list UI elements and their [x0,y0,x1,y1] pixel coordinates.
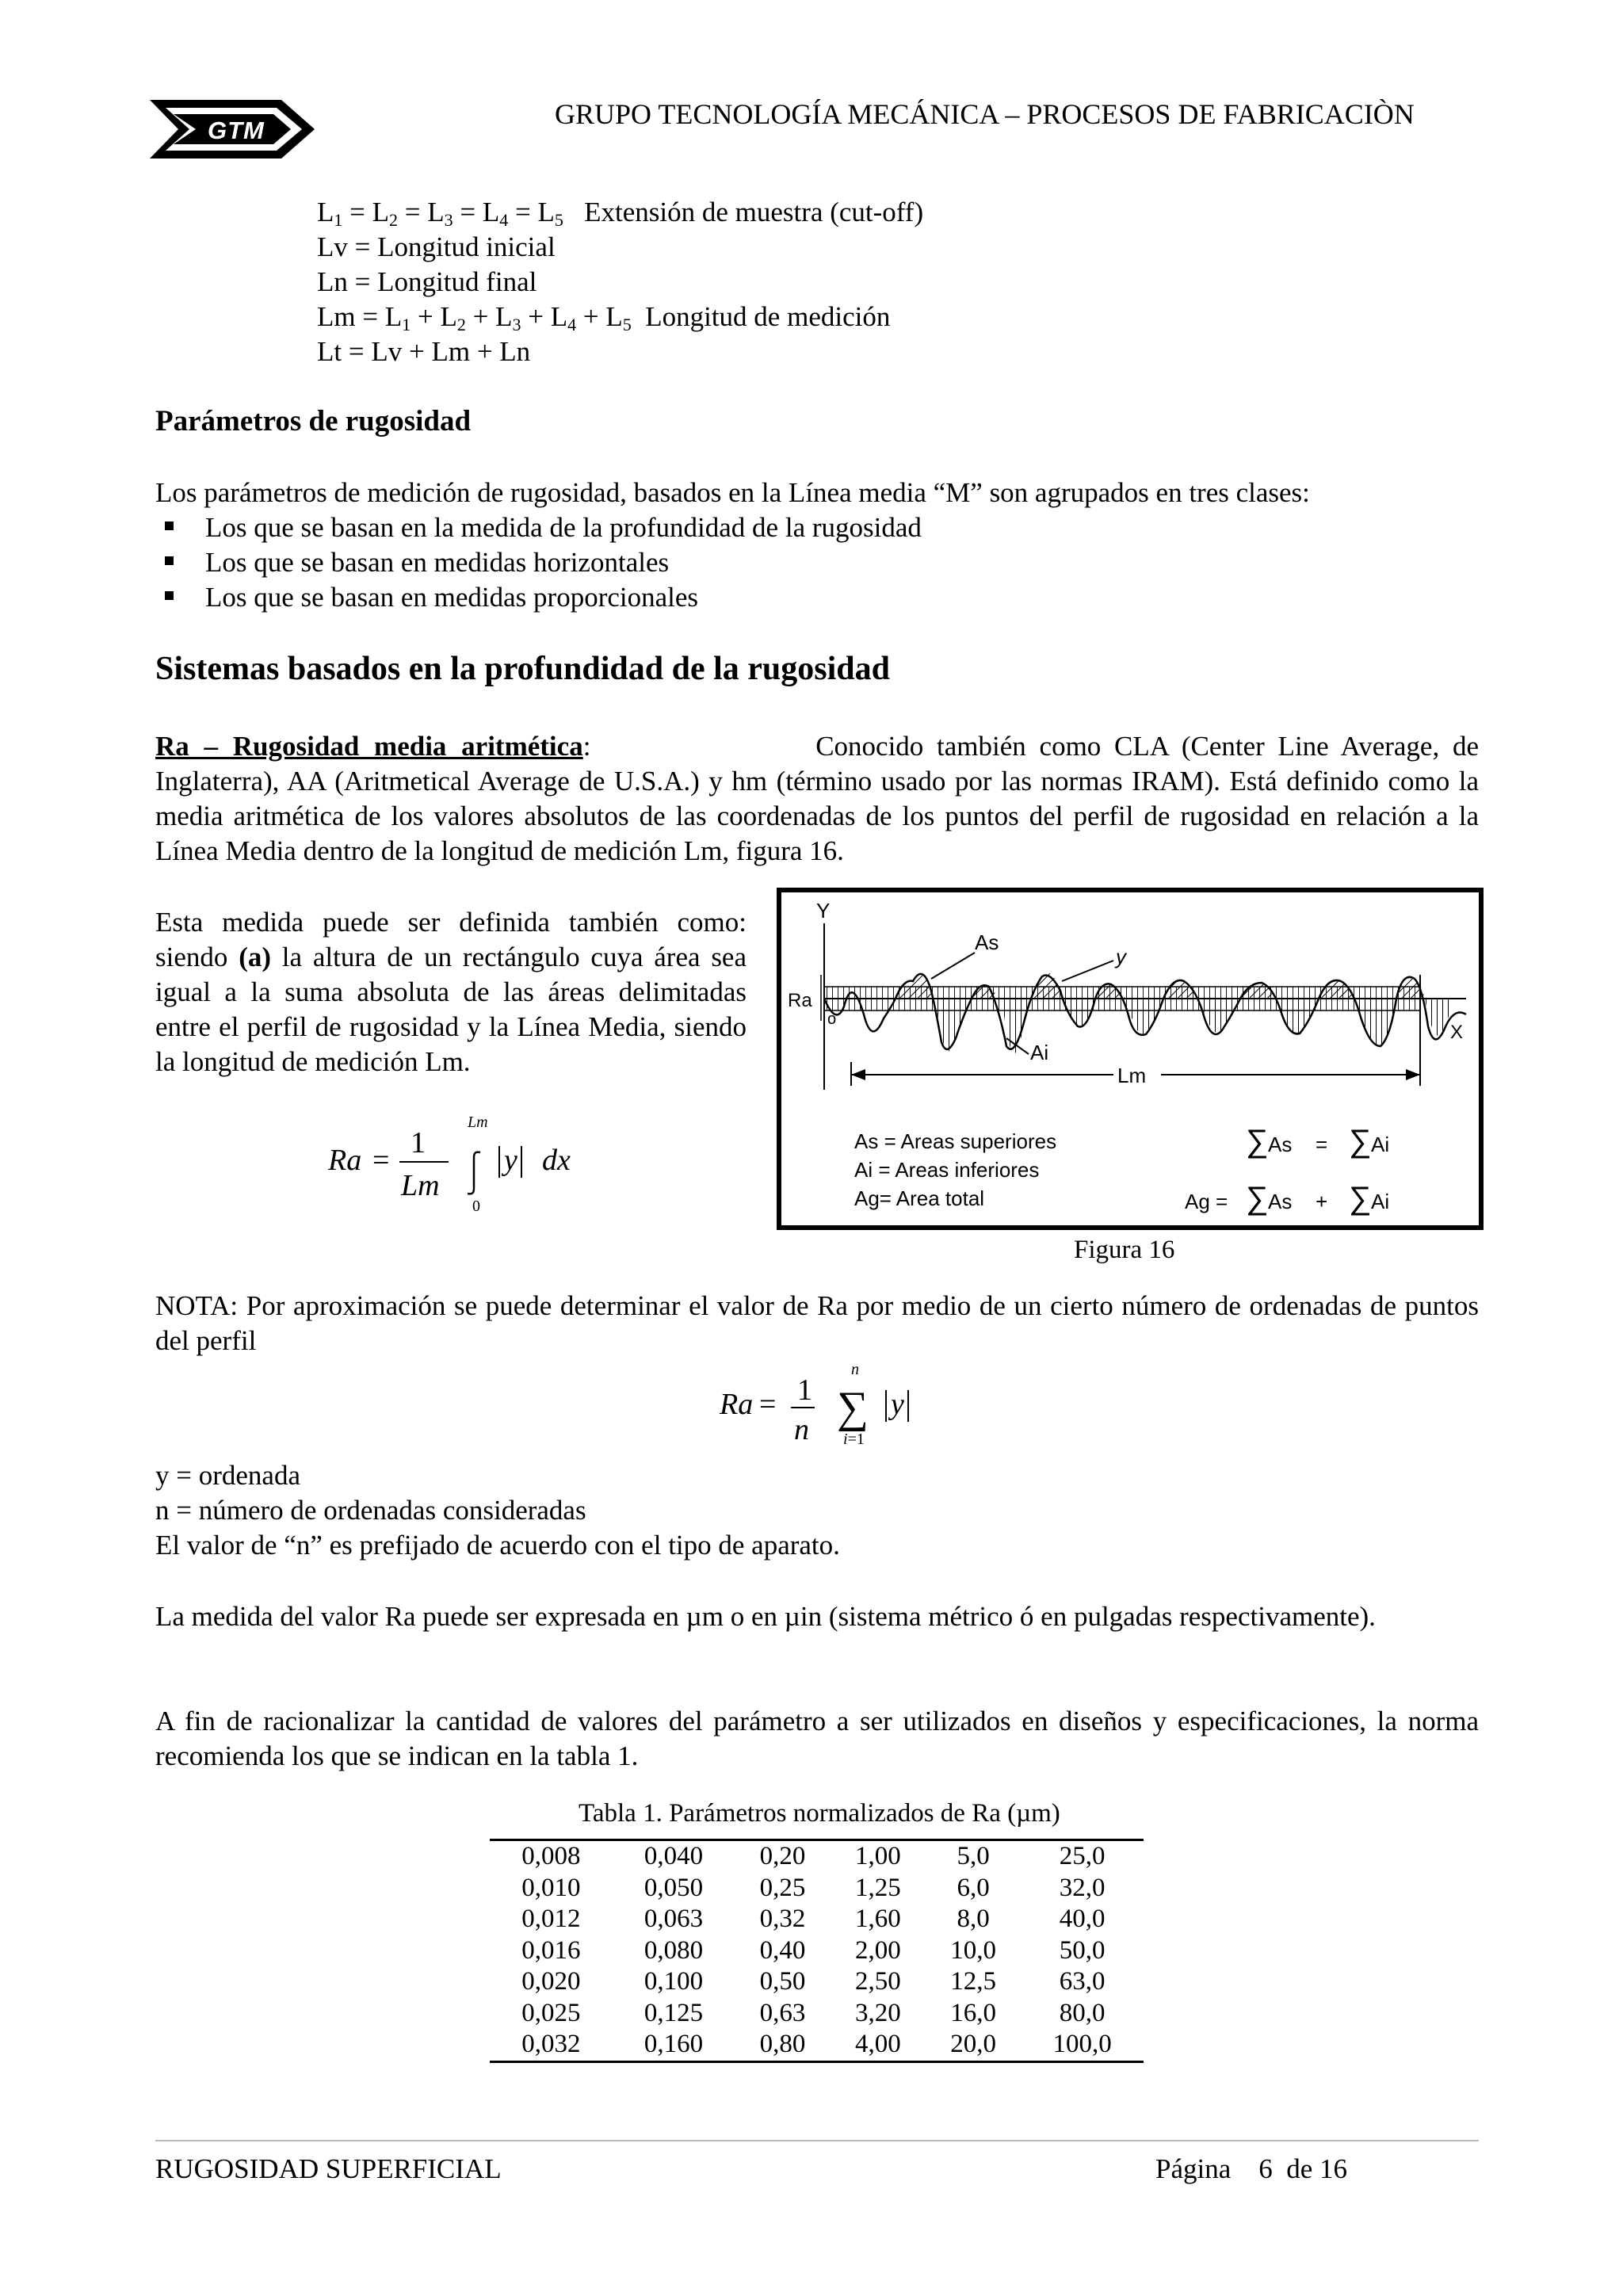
footer-page-of: de 16 [1286,2153,1348,2184]
params-intro: Los parámetros de medición de rugosidad, basados en la Línea media “M” son agrupados en tres clases: [155,477,1310,508]
definition-line-4: $Lm = L_1 + L_2 + L_3 + L_4 + L_5$ Longitud de medición [317,301,891,334]
svg-text:n: n [851,1361,859,1378]
norm-text: A fin de racionalizar la cantidad de valores del parámetro a ser utilizados en diseños y especificaciones, la norma recomienda los que se indican en la tabla 1. [155,1706,1479,1771]
svg-text:As: As [1268,1133,1293,1156]
svg-text:+: + [1316,1190,1328,1213]
table-cell: 40,0 [1059,1904,1106,1933]
svg-text:∑: ∑ [1246,1124,1269,1159]
table-cell: 2,00 [854,1935,901,1965]
svg-text:Lm: Lm [468,1114,488,1131]
table-cell: 63,0 [1059,1967,1106,1996]
svg-text:Ag =: Ag = [1185,1190,1228,1213]
table-row [490,1935,1144,1967]
svg-text:1: 1 [411,1126,426,1159]
ra-side-text: Esta medida puede ser definida también como: siendo (a) la altura de un rectángulo cuya área sea igual a la suma absoluta de las áreas delimitadas entre el perfil de rugosidad y la Línea Media, siendo la longitud de medición Lm. [155,907,747,1077]
footer-page-label: Página [1155,2153,1232,2184]
definition-line-3: Ln = Longitud final [317,266,537,297]
svg-text:∑: ∑ [1349,1124,1372,1159]
list-item: Los que se basan en medidas horizontales [155,545,922,580]
table-row [490,1904,1144,1935]
roughness-profile-diagram [777,888,1484,1230]
list-item: Los que se basan en la medida de la profundidad de la rugosidad [155,510,922,545]
svg-text:i=1: i=1 [843,1431,865,1448]
table-caption: Tabla 1. Parámetros normalizados de Ra (µm) [579,1799,1060,1828]
svg-text:1: 1 [797,1373,812,1407]
bullet-square-icon [165,556,174,565]
table-cell: 0,050 [643,1873,704,1902]
ra-normalized-table [490,1839,1144,2063]
svg-text:y: y [891,1388,904,1421]
footer-page-number: 6 [1258,2153,1273,2184]
table-cell: 0,008 [490,1840,613,1873]
table-cell: 3,20 [854,1998,901,2027]
label-x: X [1450,1022,1464,1043]
table-row [490,1873,1144,1904]
label-ra: Ra [788,990,812,1011]
table-cell: 10,0 [950,1935,997,1965]
table-cell: 5,0 [926,1840,1021,1873]
table-cell: 16,0 [950,1998,997,2027]
svg-text:dx: dx [542,1144,571,1177]
ra-sum-formula [712,1360,934,1455]
header-title: GRUPO TECNOLOGÍA MECÁNICA – PROCESOS DE FABRICACIÒN [555,98,1415,130]
definition-line-4-desc: Longitud de medición [645,301,891,332]
table-cell: 0,125 [643,1998,704,2027]
svg-text:As: As [1268,1190,1293,1213]
svg-text:∑: ∑ [1349,1181,1372,1216]
definition-line-5: Lt = Lv + Lm + Ln [317,336,531,367]
svg-text:∑: ∑ [837,1383,869,1432]
table-cell: 0,063 [643,1904,704,1933]
svg-text:Ai: Ai [1371,1133,1390,1156]
table-cell: 50,0 [1059,1935,1106,1965]
table-row [490,1840,1144,1873]
table-cell: 1,25 [854,1873,901,1902]
table-cell: 20,0 [926,2029,1021,2061]
table-cell: 0,40 [759,1935,806,1965]
table-cell: 0,016 [521,1935,581,1965]
svg-text:=: = [1316,1133,1328,1156]
legend-as: As = Areas superiores [854,1129,1057,1153]
n-preset-text: El valor de “n” es prefijado de acuerdo con el tipo de aparato. [155,1530,840,1561]
table-cell: 0,080 [643,1935,704,1965]
table-cell: 0,63 [759,1998,806,2027]
footer-left: RUGOSIDAD SUPERFICIAL [155,2153,502,2184]
table-cell: 0,32 [759,1904,806,1933]
table-cell: 0,012 [521,1904,581,1933]
units-text: La medida del valor Ra puede ser expresada en µm o en µin (sistema métrico ó en pulgadas respectivamente). [155,1601,1376,1632]
table-cell: 0,010 [521,1873,581,1902]
footer-page [1155,2152,1347,2187]
table-cell: 1,60 [854,1904,901,1933]
definition-line-1-desc: Extensión de muestra (cut-off) [584,197,924,227]
bullet-square-icon [165,521,174,530]
table-cell: 12,5 [950,1967,997,1996]
svg-text:Ra: Ra [720,1388,754,1421]
table-cell: 2,50 [854,1967,901,1996]
table-cell: 0,160 [613,2029,735,2061]
svg-text:=: = [372,1144,390,1177]
table-cell: 32,0 [1059,1873,1106,1902]
ra-definition-rest: Inglaterra), AA (Aritmetical Average de U.S.A.) y hm (término usado por las normas IRAM). Está definido como la media aritmética de los valores absolutos de las coordenadas de los puntos del perfil de rugosidad en relación a la Línea Media dentro de la longitud de medición Lm, figura 16. [155,766,1479,866]
table-cell: 0,040 [613,1840,735,1873]
table-cell: 0,80 [735,2029,830,2061]
label-as: As [975,930,999,954]
svg-text:n: n [794,1413,809,1446]
nota-text: NOTA: Por aproximación se puede determinar el valor de Ra por medio de un cierto número de ordenadas de puntos del perfil [155,1290,1479,1356]
section-heading-params: Parámetros de rugosidad [155,405,472,437]
definition-line-1: $L_1 = L_2 = L_3 = L_4 = L_5$ Extensión de muestra (cut-off) [317,197,924,230]
ra-term: Ra – Rugosidad media aritmética [155,731,583,762]
table-row [490,1998,1144,2030]
ra-definition-first-line: Ra – Rugosidad media aritmética: Conocido también como CLA (Center Line Average, de [155,729,1479,764]
logo-text: GTM [208,117,265,144]
table-cell: 0,025 [521,1998,581,2027]
table-cell: 0,032 [490,2029,613,2061]
legend-ai: Ai = Areas inferiores [854,1158,1040,1182]
label-y: Y [816,899,831,923]
table-cell: 25,0 [1021,1840,1144,1873]
table-cell: 0,20 [735,1840,830,1873]
table-row [490,1966,1144,1998]
svg-text:Ra: Ra [328,1144,362,1177]
figure-caption: Figura 16 [1074,1236,1175,1264]
bullet-square-icon [165,591,174,600]
legend-ag: Ag= Area total [854,1186,985,1210]
table-row [490,2029,1144,2061]
footer-divider [155,2140,1479,2141]
table-cell: 100,0 [1021,2029,1144,2061]
svg-text:0: 0 [472,1198,480,1215]
definition-line-2: Lv = Longitud inicial [317,231,556,262]
section-heading-depth: Sistemas basados en la profundidad de la rugosidad [155,651,890,687]
table-cell: 0,50 [759,1967,806,1996]
label-ai: Ai [1030,1041,1049,1064]
ra-text-first: Conocido también como CLA (Center Line Average, de [815,731,1479,762]
svg-text:y: y [504,1144,517,1177]
table-cell: 1,00 [831,1840,926,1873]
table-cell: 4,00 [831,2029,926,2061]
ra-integral-formula [317,1110,586,1217]
params-bullet-list [155,510,922,615]
label-y-small: y [1116,945,1126,968]
svg-text:Ai: Ai [1371,1190,1390,1213]
svg-text:Lm: Lm [401,1169,440,1202]
list-item: Los que se basan en medidas proporcionales [155,580,922,615]
n-definition: n = número de ordenadas consideradas [155,1495,586,1526]
table-cell: 0,020 [521,1967,581,1996]
table-cell: 6,0 [957,1873,990,1902]
table-cell: 80,0 [1059,1998,1106,2027]
table-cell: 0,25 [759,1873,806,1902]
y-definition: y = ordenada [155,1460,300,1491]
table-cell: 0,100 [643,1967,704,1996]
figure-16 [777,888,1484,1230]
label-lm: Lm [1117,1064,1147,1087]
table-cell: 8,0 [957,1904,990,1933]
label-o: o [827,1010,837,1028]
svg-text:∑: ∑ [1246,1181,1269,1216]
svg-text:=: = [759,1388,777,1421]
